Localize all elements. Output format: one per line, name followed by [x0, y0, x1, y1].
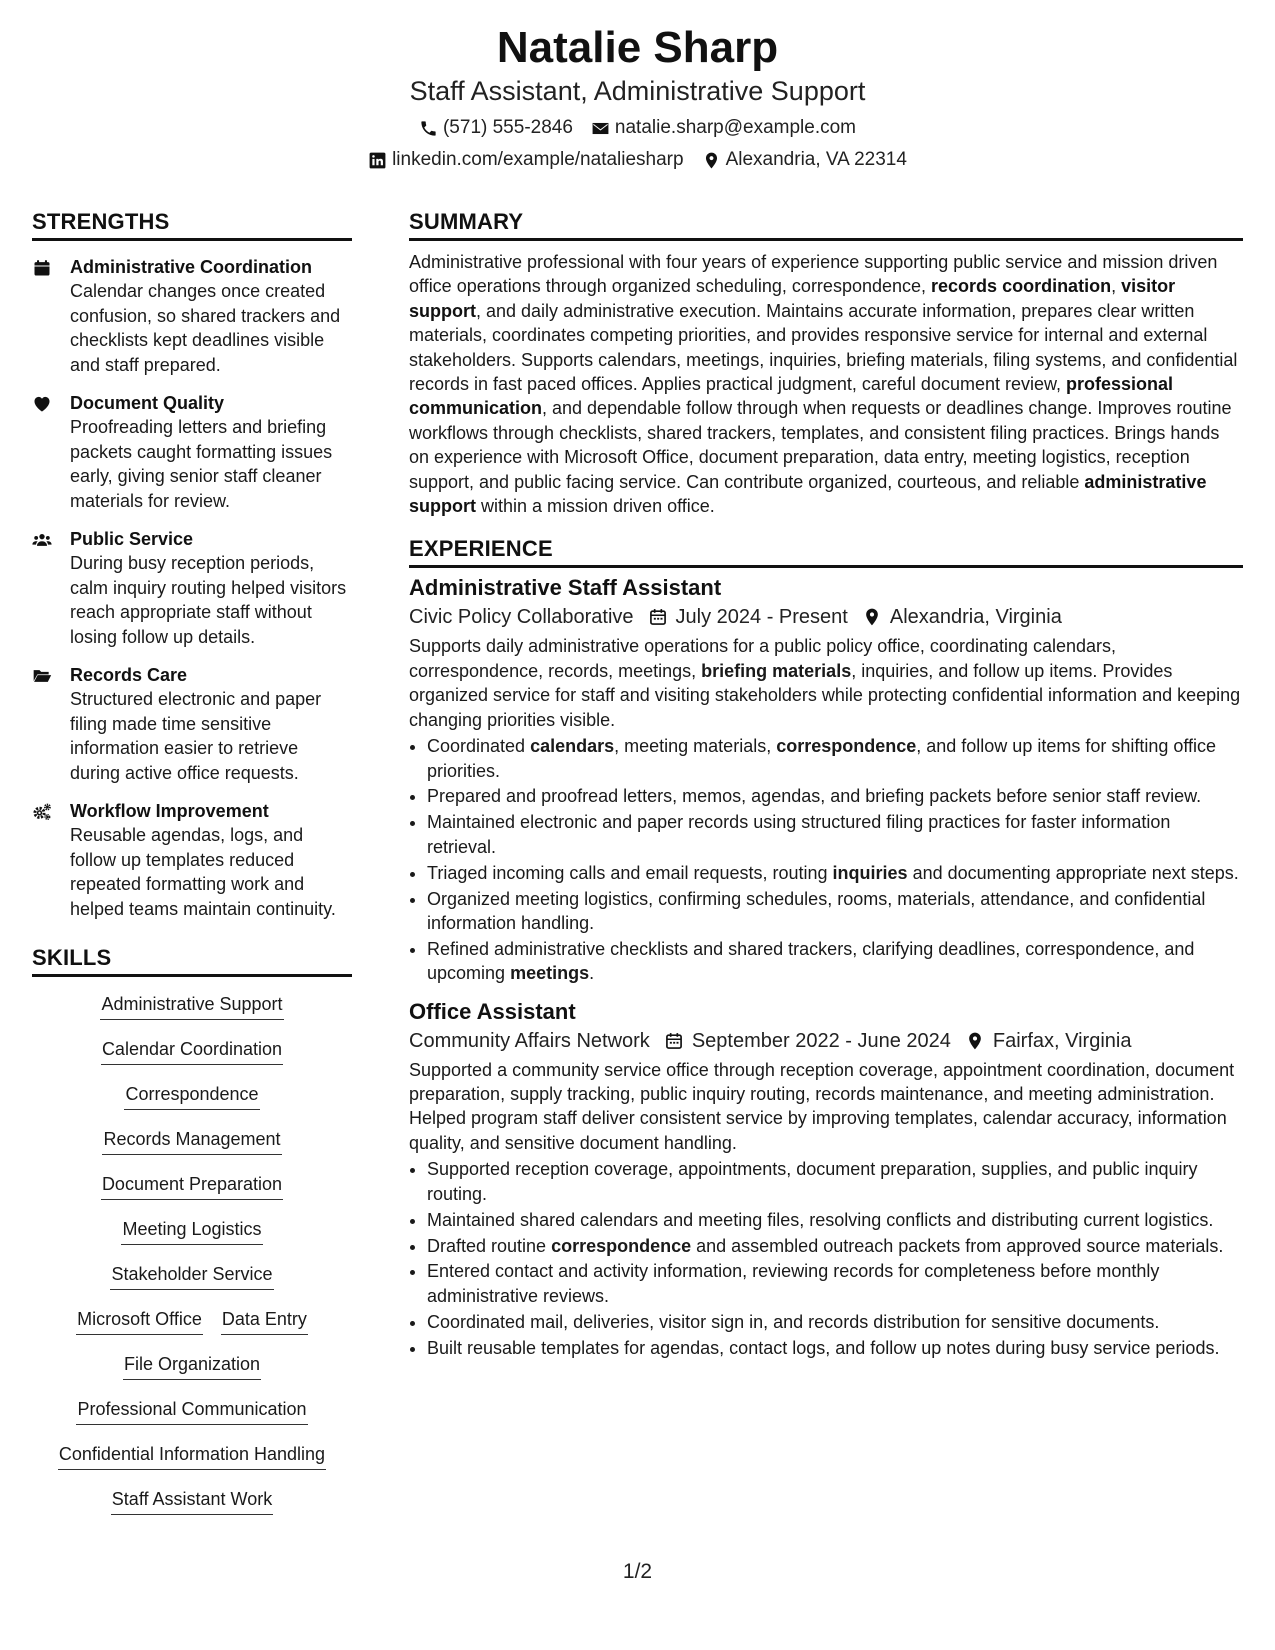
skills-heading: SKILLS — [32, 945, 352, 977]
bullet-item: • Coordinated mail, deliveries, visitor sign in, and records distribution for sensitive documents. — [427, 1310, 1243, 1334]
skill-tag: Records Management — [102, 1126, 281, 1155]
job-entry — [409, 574, 1243, 985]
bullet-item: • Entered contact and activity information, reviewing records for completeness before monthly administrative reviews. — [427, 1259, 1243, 1308]
skill-tag: Staff Assistant Work — [111, 1486, 273, 1515]
job-meta — [409, 1026, 1243, 1056]
skill-tag: Document Preparation — [101, 1171, 283, 1200]
job-title: Office Assistant — [409, 998, 576, 1024]
resume-header — [0, 0, 1275, 172]
heart-icon — [32, 394, 52, 414]
bullet-item: • Prepared and proofread letters, memos, agendas, and briefing packets before senior staff review. — [427, 784, 1243, 808]
skill-tag: Administrative Support — [100, 991, 283, 1020]
calendar-icon — [32, 258, 52, 278]
phone-number: (571) 555-2846 — [442, 117, 573, 138]
linkedin-icon — [368, 151, 387, 170]
candidate-title: Staff Assistant, Administrative Support — [409, 76, 866, 106]
email-address: natalie.sharp@example.com — [614, 117, 856, 138]
phone-icon — [419, 119, 438, 138]
skill-tag: Correspondence — [124, 1081, 259, 1110]
strength-title: Document Quality — [70, 393, 225, 413]
bullet-item: • Maintained electronic and paper records using structured filing practices for faster information retrieval. — [427, 810, 1243, 859]
left-column — [32, 209, 352, 1531]
skill-tag: File Organization — [123, 1351, 261, 1380]
contact-row-2 — [0, 148, 1275, 172]
strength-item — [32, 527, 352, 649]
job-description: Supported a community service office through reception coverage, appointment coordination, document preparation, supply tracking, public inquiry routing, records maintenance, and meeting administration. Helped program staff deliver consistent service by improving templates, calendar accuracy, information quality, and sensitive document handling. — [409, 1059, 1235, 1153]
job-org: Civic Policy Collaborative — [409, 606, 634, 629]
page-number: 1/2 — [622, 1560, 653, 1583]
job-org: Community Affairs Network — [409, 1029, 650, 1052]
map-pin-icon — [702, 151, 721, 170]
summary-text: Administrative professional with four years of experience supporting public service and mission driven office operations through organized scheduling, correspondence, records coordination, visitor support, and daily administrative execution. Maintains accurate information, prepares clear written materials, coordinates competing priorities, and provides responsive service for internal and external stakeholders. Supports calendars, meetings, inquiries, briefing materials, filing systems, and confidential records in fast paced offices. Applies practical judgment, careful document review, professional communication, and dependable follow through when requests or deadlines change. Improves routine workflows through checklists, shared trackers, templates, and consistent filing practices. Brings hands on experience with Microsoft Office, document preparation, data entry, meeting logistics, reception support, and public facing service. Can contribute organized, courteous, and reliable administrative support within a mission driven office. — [409, 252, 1238, 517]
contact-row-1 — [0, 116, 1275, 140]
bullet-item: • Coordinated calendars, meeting materials, correspondence, and follow up items for shifting office priorities. — [427, 734, 1243, 783]
skill-tag: Stakeholder Service — [110, 1261, 273, 1290]
experience-heading: EXPERIENCE — [409, 536, 1243, 568]
skill-tag: Meeting Logistics — [121, 1216, 262, 1245]
strength-desc: Reusable agendas, logs, and follow up templates reduced repeated formatting work and helped teams maintain continuity. — [70, 825, 336, 919]
strength-title: Workflow Improvement — [70, 801, 269, 821]
map-pin-icon — [965, 1031, 985, 1051]
bullet-item: • Drafted routine correspondence and assembled outreach packets from approved source materials. — [427, 1234, 1243, 1258]
job-dates: September 2022 - June 2024 — [691, 1029, 951, 1052]
job-dates: July 2024 - Present — [675, 606, 848, 629]
skills-list — [32, 991, 352, 1531]
skill-tag: Professional Communication — [76, 1396, 307, 1425]
job-title: Administrative Staff Assistant — [409, 575, 722, 601]
users-icon — [32, 530, 52, 550]
job-location: Alexandria, Virginia — [889, 606, 1062, 629]
strength-desc: During busy reception periods, calm inquiry routing helped visitors reach appropriate staff without losing follow up details. — [70, 553, 347, 647]
skill-tag: Calendar Coordination — [101, 1036, 283, 1065]
folder-open-icon — [32, 666, 52, 686]
bullet-item: • Maintained shared calendars and meeting files, resolving conflicts and distributing current logistics. — [427, 1208, 1243, 1232]
strength-desc: Proofreading letters and briefing packets caught formatting issues early, giving senior staff cleaner materials for review. — [70, 417, 333, 511]
calendar-icon — [664, 1031, 684, 1051]
job-location: Fairfax, Virginia — [992, 1029, 1132, 1052]
linkedin-url: linkedin.com/example/nataliesharp — [392, 149, 684, 170]
bullet-item: • Refined administrative checklists and shared trackers, clarifying deadlines, correspondence, and upcoming meetings. — [427, 937, 1243, 986]
location-contact — [702, 148, 907, 172]
job-meta — [409, 602, 1243, 632]
strength-title: Records Care — [70, 665, 188, 685]
email-contact[interactable] — [591, 116, 856, 140]
phone-contact — [419, 116, 573, 140]
strength-title: Administrative Coordination — [70, 257, 313, 277]
strength-item — [32, 391, 352, 513]
envelope-icon — [591, 119, 610, 138]
location-text: Alexandria, VA 22314 — [725, 149, 907, 170]
strength-item — [32, 799, 352, 921]
bullet-item: • Triaged incoming calls and email requests, routing inquiries and documenting appropriate next steps. — [427, 861, 1243, 885]
skill-tag: Confidential Information Handling — [58, 1441, 326, 1470]
strength-item — [32, 663, 352, 785]
bullet-item: • Built reusable templates for agendas, contact logs, and follow up notes during busy service periods. — [427, 1336, 1243, 1360]
summary-heading: SUMMARY — [409, 209, 1243, 241]
job-description: Supports daily administrative operations for a public policy office, coordinating calendars, correspondence, records, meetings, briefing materials, inquiries, and follow up items. Provides organized service for staff and visiting stakeholders while protecting confidential information and keeping changing priorities visible. — [409, 636, 1241, 730]
bullet-item: • Organized meeting logistics, confirming schedules, rooms, materials, attendance, and confidential information handling. — [427, 887, 1243, 936]
skill-tag: Microsoft Office — [76, 1306, 203, 1335]
gears-icon — [32, 802, 52, 822]
bullet-item: • Supported reception coverage, appointments, document preparation, supplies, and public inquiry routing. — [427, 1157, 1243, 1206]
candidate-name: Natalie Sharp — [496, 23, 779, 72]
skill-tag: Data Entry — [221, 1306, 308, 1335]
right-column — [409, 209, 1243, 1362]
strength-desc: Structured electronic and paper filing made time sensitive information easier to retrieve during active office requests. — [70, 689, 322, 783]
linkedin-contact[interactable] — [368, 148, 684, 172]
strength-desc: Calendar changes once created confusion, so shared trackers and checklists kept deadlines visible and staff prepared. — [70, 281, 341, 375]
strength-item — [32, 255, 352, 377]
strengths-heading: STRENGTHS — [32, 209, 352, 241]
job-bullets — [409, 1157, 1243, 1360]
calendar-icon — [648, 607, 668, 627]
strength-title: Public Service — [70, 529, 194, 549]
job-bullets — [409, 734, 1243, 986]
job-entry — [409, 998, 1243, 1360]
map-pin-icon — [862, 607, 882, 627]
